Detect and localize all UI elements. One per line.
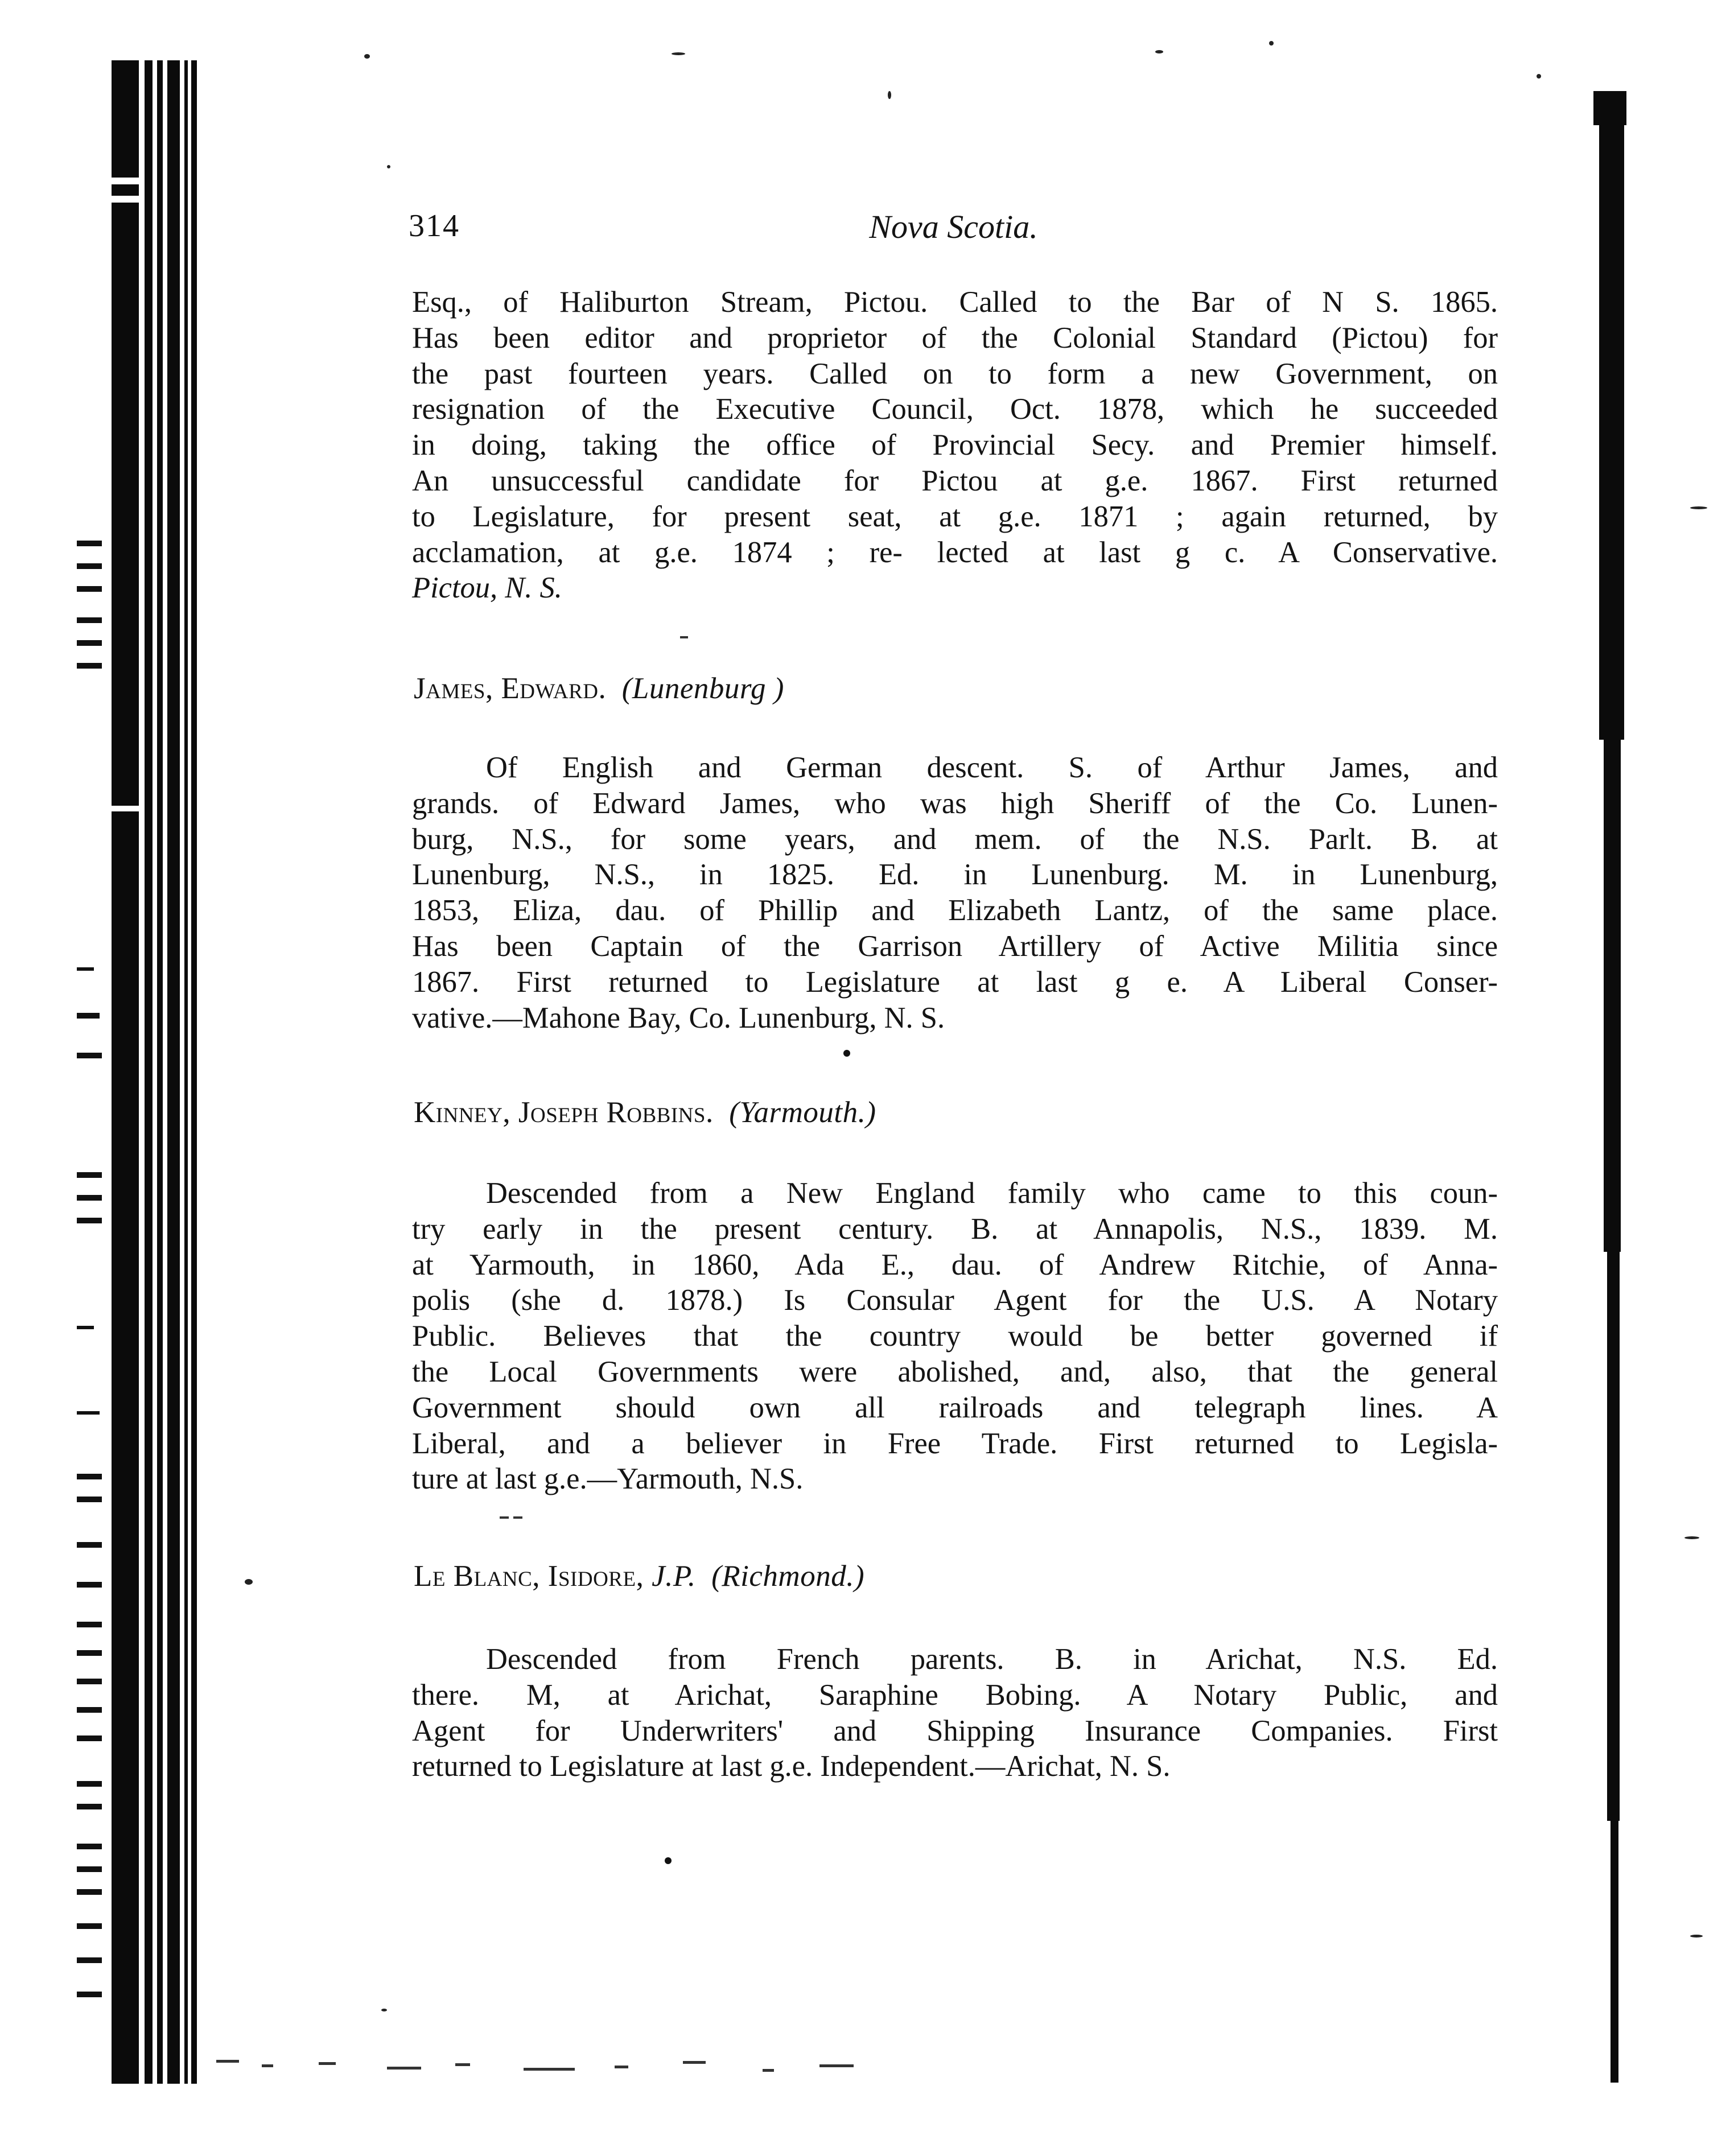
right-scan-edge [1593,91,1629,2100]
page-number: 314 [409,208,460,244]
scan-mark [513,1516,522,1519]
scan-speck [1684,1536,1699,1539]
text-line: there. M, at Arichat, Saraphine Bobing. A Notary Public, and [412,1678,1498,1712]
text-line: the Local Governments were abolished, and, also, that the general [412,1355,1498,1388]
entry-heading-kinney: Kinney, Joseph Robbins. (Yarmouth.) [414,1096,876,1129]
text-line: Of English and German descent. S. of Arthur James, and [486,751,1498,784]
text-line: the past fourteen years. Called on to form a new Government, on [412,357,1498,390]
address-line: Pictou, N. S. [412,571,562,605]
text-line: vative.—Mahone Bay, Co. Lunenburg, N. S. [412,1001,945,1034]
text-line: 1867. First returned to Legislature at last g e. A Liberal Conser- [412,965,1498,999]
scan-speck [1269,41,1274,46]
scan-mark [843,1050,850,1057]
entry-surname: Kinney [414,1096,503,1129]
text-line: polis (she d. 1878.) Is Consular Agent for the U.S. A Notary [412,1284,1498,1317]
scan-mark [500,1516,509,1519]
scan-mark [665,1857,672,1864]
left-margin-scan-marks [77,541,111,2066]
scan-speck [381,2009,387,2011]
text-line: returned to Legislature at last g.e. Independent.—Arichat, N. S. [412,1750,1171,1783]
text-line: ture at last g.e.—Yarmouth, N.S. [412,1462,804,1496]
text-line: to Legislature, for present seat, at g.e. 1871 ; again returned, by [412,500,1498,533]
scan-speck [1155,50,1163,53]
text-line: at Yarmouth, in 1860, Ada E., dau. of Andrew Ritchie, of Anna- [412,1248,1498,1281]
text-line: An unsuccessful candidate for Pictou at g.e. 1867. First returned [412,464,1498,497]
entry-constituency: (Yarmouth.) [729,1096,876,1129]
text-line: Agent for Underwriters' and Shipping Insurance Companies. First [412,1714,1498,1747]
text-line: Esq., of Haliburton Stream, Pictou. Called to the Bar of N S. 1865. [412,286,1498,319]
intro-paragraph [412,285,1498,606]
text-line: grands. of Edward James, who was high Sheriff of the Co. Lunen- [412,786,1498,820]
page-header [409,208,1498,259]
scan-mark [680,636,688,638]
entry-heading-le-blanc: Le Blanc, Isidore, J.P. (Richmond.) [414,1560,865,1593]
scan-speck [387,165,390,168]
text-line: resignation of the Executive Council, Oct. 1878, which he succeeded [412,393,1498,426]
scan-speck [364,54,370,59]
left-scan-gutter [100,60,204,2084]
entry-body-james [412,750,1498,1036]
scan-speck [672,52,685,55]
entry-body-le-blanc [412,1642,1498,1784]
entry-constituency: (Richmond.) [711,1560,865,1593]
text-line: burg, N.S., for some years, and mem. of the N.S. Parlt. B. at [412,822,1498,856]
running-head: Nova Scotia. [869,208,1038,245]
scan-speck [1690,1935,1703,1937]
text-line: Public. Believes that the country would be better governed if [412,1320,1498,1353]
scan-speck [245,1579,253,1585]
text-line: Liberal, and a believer in Free Trade. First returned to Legisla- [412,1427,1498,1460]
text-line: Has been Captain of the Garrison Artillery of Active Militia since [412,929,1498,963]
text-line: Has been editor and proprietor of the Colonial Standard (Pictou) for [412,321,1498,354]
entry-surname: James [414,672,485,705]
text-line: in doing, taking the office of Provincial Secy. and Premier himself. [412,428,1498,462]
bottom-scan-noise [216,2054,871,2077]
entry-constituency: (Lunenburg ) [621,672,784,705]
text-line: acclamation, at g.e. 1874 ; re- lected at last g c. A Conservative. [412,535,1498,569]
text-line: Lunenburg, N.S., in 1825. Ed. in Lunenburg. M. in Lunenburg, [412,858,1498,892]
text-line: Descended from French parents. B. in Arichat, N.S. Ed. [486,1643,1498,1676]
entry-body-kinney [412,1176,1498,1497]
text-line: 1853, Eliza, dau. of Phillip and Elizabeth Lantz, of the same place. [412,894,1498,927]
scan-speck [1690,506,1707,509]
text-line: try early in the present century. B. at Annapolis, N.S., 1839. M. [412,1212,1498,1246]
entry-heading-james: James, Edward. (Lunenburg ) [414,672,784,705]
scan-speck [888,91,891,99]
entry-honorific: J.P. [652,1560,696,1593]
text-line: Descended from a New England family who came to this coun- [486,1177,1498,1210]
entry-surname: Le Blanc [414,1560,533,1593]
text-line: Government should own all railroads and telegraph lines. A [412,1391,1498,1424]
entry-given-names: Joseph Robbins. [518,1096,714,1129]
entry-given-names: Edward. [501,672,607,705]
scan-speck [1537,74,1541,79]
entry-given-names: Isidore, [547,1560,644,1593]
